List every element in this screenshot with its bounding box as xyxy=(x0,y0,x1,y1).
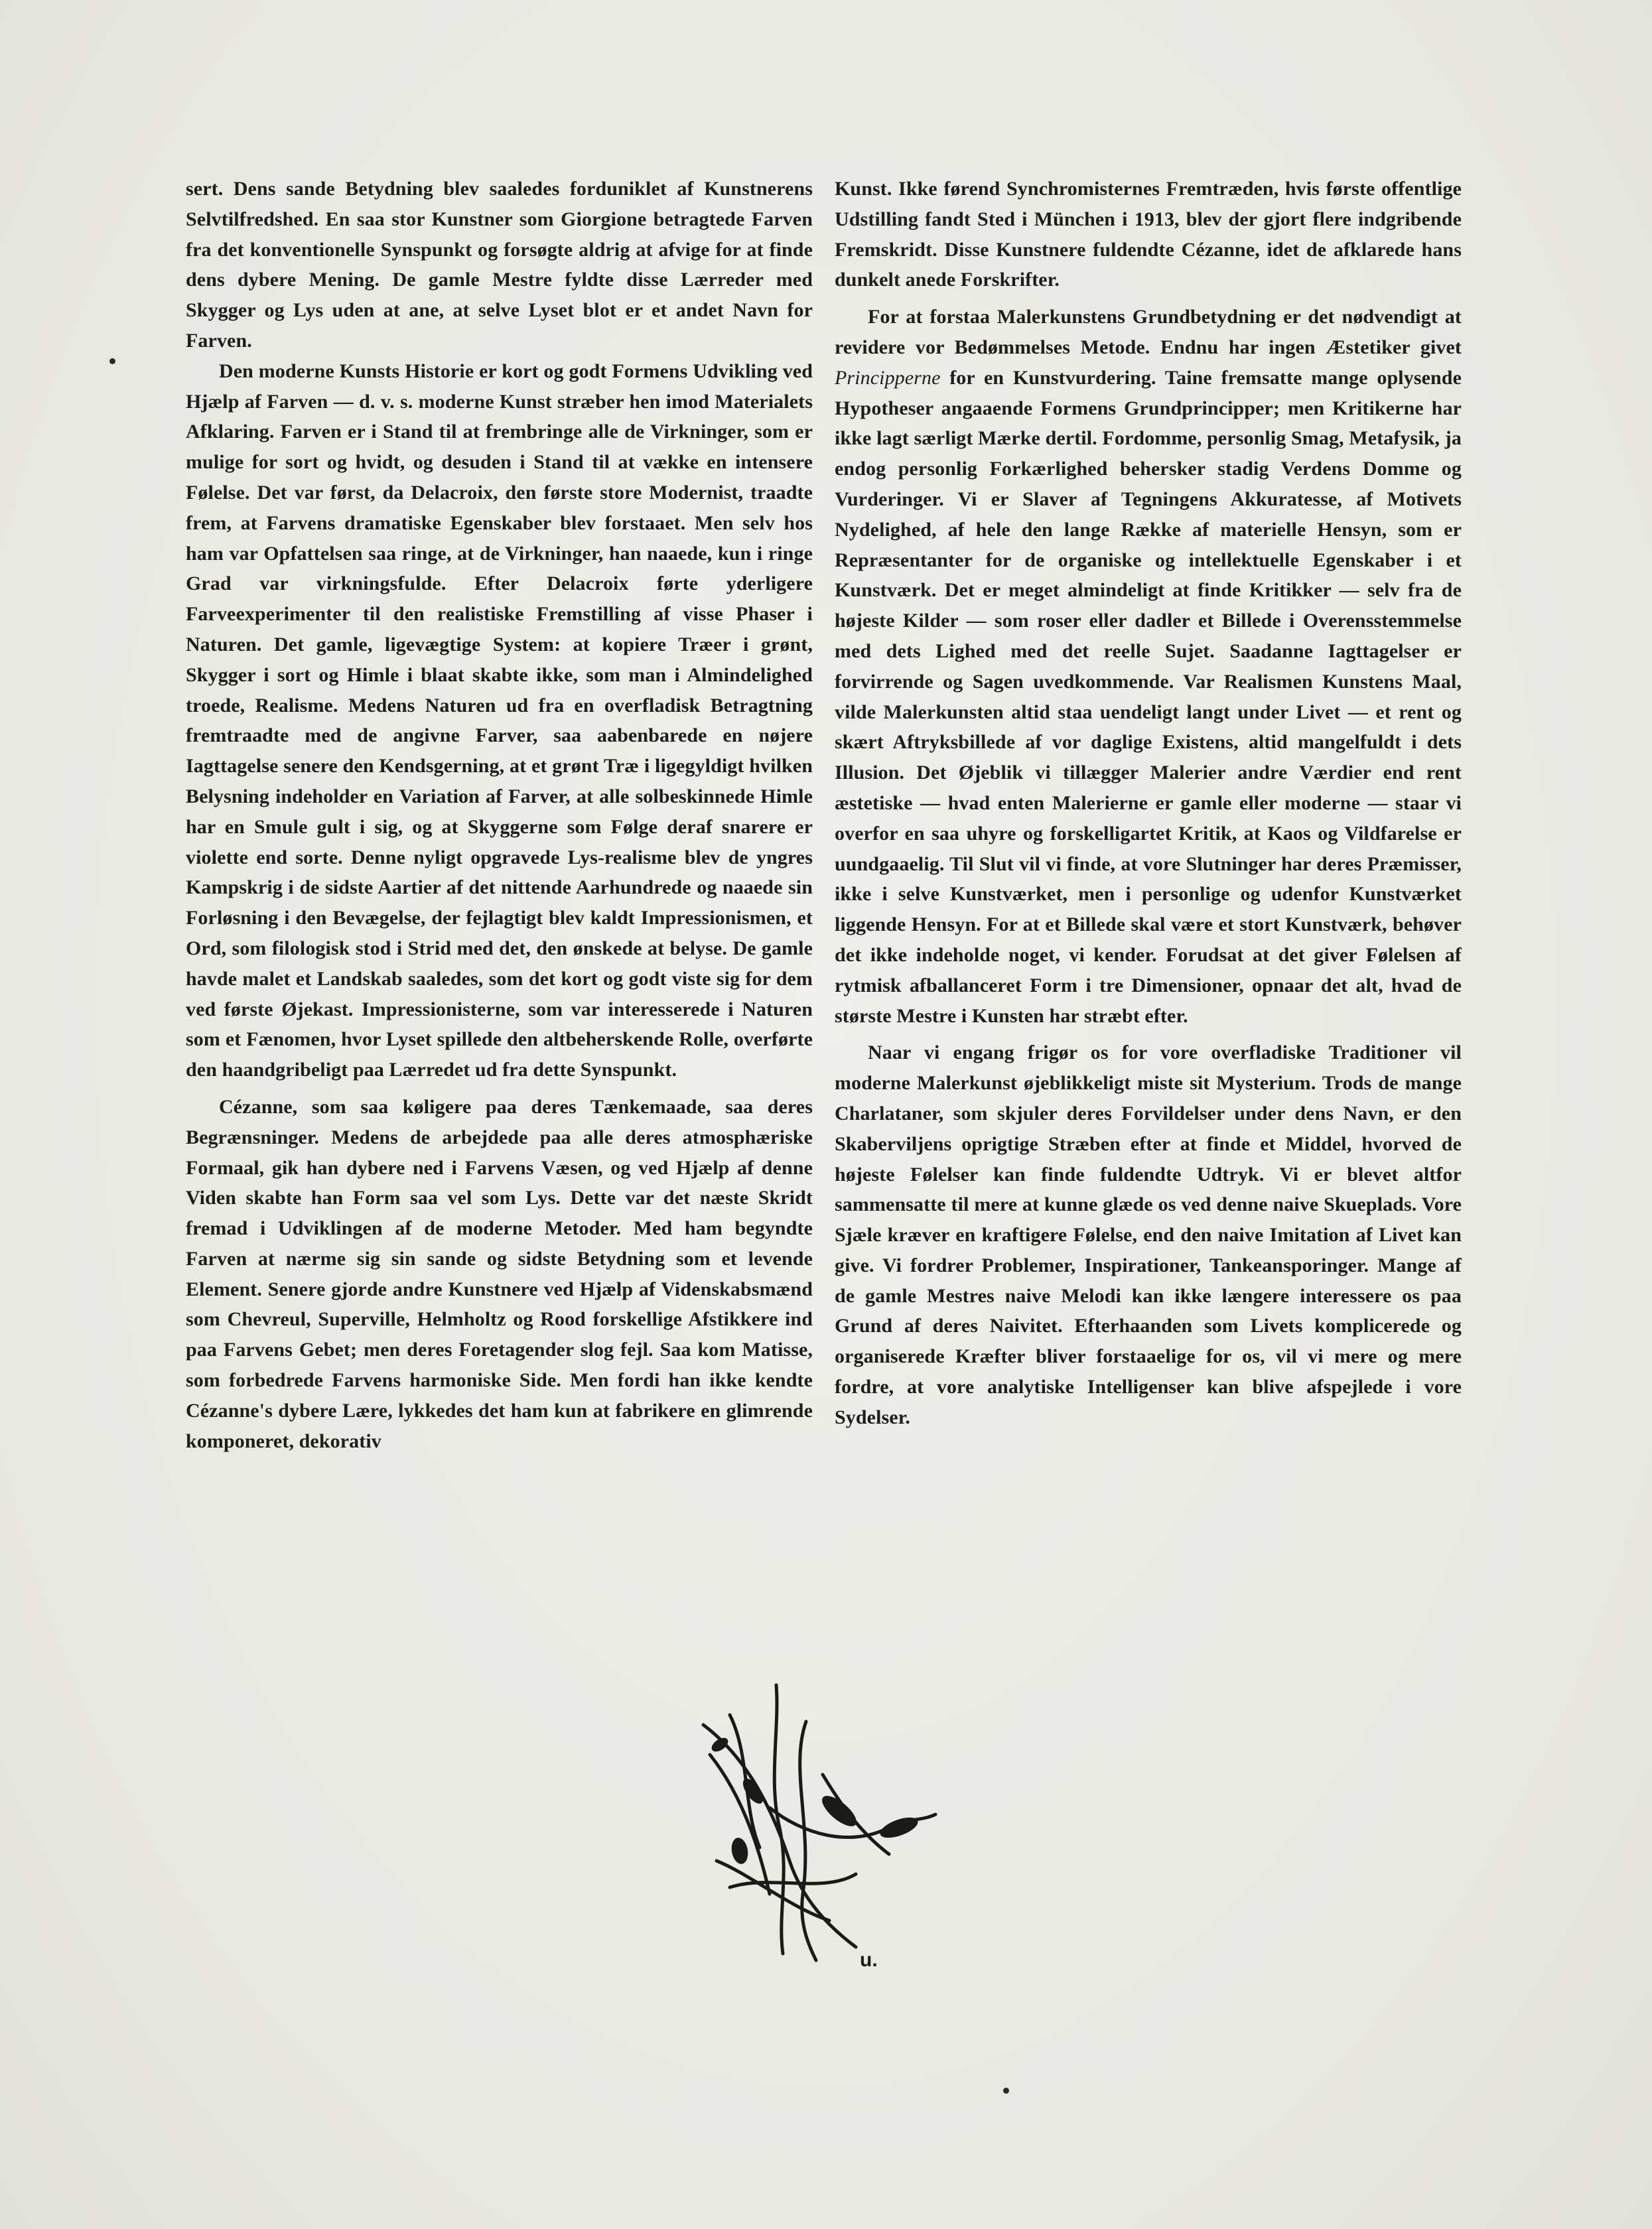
vignette-stem xyxy=(774,1685,784,1954)
left-text-column xyxy=(186,174,813,1456)
paragraph-left-1: sert. Dens sande Betydning blev saaledes forduniklet af Kunstnerens Selvtilfredshed. En saa stor Kunstner som Giorgione betragtede Farven fra det konventionelle Synspunkt og forsøgte aldrig at afvige for at finde dens dybere Mening. De gamle Mestre fyldte disse Lærreder med Skygger og Lys uden at ane, at selve Lyset blot er et andet Navn for Farven. xyxy=(186,178,813,352)
paragraph-right-1: Kunst. Ikke førend Synchromisternes Fremtræden, hvis første offentlige Udstilling fandt Sted i München i 1913, blev der gjort flere indgribende Fremskridt. Disse Kunstnere fuldendte Cézanne, idet de afklarede hans dunkelt anede Forskrifter. xyxy=(835,178,1462,291)
ink-speck xyxy=(1003,2088,1009,2094)
artist-signature: u. xyxy=(860,1949,878,1971)
emphasized-word: Principperne xyxy=(835,366,941,389)
paragraph-right-2-start: For at forstaa Malerkunstens Grundbetydning er det nødvendigt at revidere vor Bedømmelses Metode. Endnu har ingen Æstetiker givet xyxy=(835,306,1462,358)
paragraph-right-2-end: for en Kunstvurdering. Taine fremsatte mange oplysende Hypotheser angaaende Formens Grundprincipper; men Kritikerne har ikke lagt særligt Mærke dertil. Fordomme, personlig Smag, Metafysik, ja endog personlig Forkærlighed behersker stadig Verdens Domme og Vurderinger. Vi er Slaver af Tegningens Akkuratesse, af Motivets Nydelighed, af hele den lange Række af materielle Hensyn, som er Repræsentanter for de organiske og intellektuelle Egenskaber i et Kunstværk. Det er meget almindeligt at finde Kritikker — selv fra de højeste Kilder — som roser eller dadler et Billede i Overensstemmelse med dets Lighed med det reelle Sujet. Saadanne Iagttagelser er forvirrende og Sagen uvedkommende. Var Realismen Kunstens Maal, vilde Malerkunsten altid staa uendeligt langt under Livet — et rent og skært Aftryksbillede af vor daglige Existens, altid mangelfuldt i dets Illusion. Det Øjeblik vi tillægger Malerier andre Værdier end rent æstetiske — hvad enten Malerierne er gamle eller moderne — staar vi overfor en saa uhyre og forskelligartet Kritik, at Kaos og Vildfarelse er uundgaaelig. Til Slut vil vi finde, at vore Slutninger har deres Præmisser, ikke i selve Kunstværket, men i personlige og udenfor Kunstværket liggende Hensyn. For at et Billede skal være et stort Kunstværk, behøver det ikke indeholde noget, vi kender. Forudsat at det giver Følelsen af rytmisk afballanceret Form i tre Dimensioner, opnaar det alt, hvad de største Mestre i Kunsten har stræbt efter. xyxy=(835,366,1462,1027)
vignette-stroke xyxy=(717,1861,829,1921)
right-text-column xyxy=(835,174,1462,1433)
vignette-stroke xyxy=(800,1722,816,1960)
paragraph-right-2 xyxy=(835,302,1462,1031)
paragraph-right-3: Naar vi engang frigør os for vore overfladiske Traditioner vil moderne Malerkunst øjeblikkeligt miste sit Mysterium. Trods de mange Charlataner, som skjuler deres Forvildelser under dens Navn, er den Skaberviljens oprigtige Stræben efter at finde et Middel, hvorved de højeste Følelser kan finde fuldendte Udtryk. Vi er blevet altfor sammensatte til mere at kunne glæde os ved denne naive Skueplads. Vore Sjæle kræver en kraftigere Følelse, end den naive Imitation af Livet kan give. Vi fordrer Problemer, Inspirationer, Tankeansporinger. Mange af de gamle Mestres naive Melodi kan ikke længere interessere os paa Grund af deres Naivitet. Efterhaanden som Livets komplicerede og organiserede Kræfter bliver forstaaelige for os, vil vi mere og mere fordre, at vore analytiske Intelligenser kan blive afspejlede i vore Sydelser. xyxy=(835,1042,1462,1428)
paragraph-left-2: Den moderne Kunsts Historie er kort og godt Formens Udvikling ved Hjælp af Farven — d. v. s. moderne Kunst stræber hen imod Materialets Afklaring. Farven er i Stand til at frembringe alle de Virkninger, som er mulige for sort og hvidt, og desuden i Stand til at vække en intensere Følelse. Det var først, da Delacroix, den første store Modernist, traadte frem, at Farvens dramatiske Egenskaber blev forstaaet. Men selv hos ham var Opfattelsen saa ringe, at de Virkninger, han naaede, kun i ringe Grad var virkningsfulde. Efter Delacroix førte yderligere Farveexperimenter til den realistiske Fremstilling af visse Phaser i Naturen. Det gamle, ligevægtige System: at kopiere Træer i grønt, Skygger i sort og Himle i blaat skabte ikke, som man i Almindelighed troede, Realisme. Medens Naturen ud fra en overfladisk Betragtning fremtraadte med de angivne Farver, saa aabenbarede en nøjere Iagttagelse senere den Kendsgerning, at et grønt Træ i ligegyldigt hvilken Belysning indeholder en Variation af Farver, at alle solbeskinnede Himle har en Smule gult i sig, og at Skyggerne som Følge deraf snarere er violette end sorte. Denne nyligt opgravede Lys-realisme blev de yngres Kampskrig i de sidste Aartier af det nittende Aarhundrede og naaede sin Forløsning i den Bevægelse, der fejlagtigt blev kaldt Impressionismen, et Ord, som filologisk stod i Strid med det, den ønskede at belyse. De gamle havde malet et Landskab saaledes, som det kort og godt viste sig for dem ved første Øjekast. Impressionisterne, som var interesserede i Naturen som et Fænomen, hvor Lyset spillede den altbeherskende Rolle, overførte den haandgribeligt paa Lærredet ud fra dette Synspunkt. xyxy=(186,360,813,1081)
vignette-drawing xyxy=(690,1675,955,1974)
paragraph-left-3: Cézanne, som saa køligere paa deres Tænkemaade, saa deres Begrænsninger. Medens de arbejdede paa alle deres atmosphæriske Formaal, gik han dybere ned i Farvens Væsen, og ved Hjælp af denne Viden skabte han Form saa vel som Lys. Dette var det næste Skridt fremad i Udviklingen af de moderne Metoder. Med ham begyndte Farven at nærme sig sin sande og sidste Betydning som et levende Element. Senere gjorde andre Kunstnere ved Hjælp af Videnskabsmænd som Chevreul, Superville, Helmholtz og Rood forskellige Afstikkere ind paa Farvens Gebet; men deres Foretagender slog fejl. Saa kom Matisse, som forbedrede Farvens harmoniske Side. Men fordi han ikke kendte Cézanne's dybere Lære, lykkedes det ham kun at fabrikere en glimrende komponeret, dekorativ xyxy=(186,1095,813,1452)
ink-speck xyxy=(109,358,115,364)
